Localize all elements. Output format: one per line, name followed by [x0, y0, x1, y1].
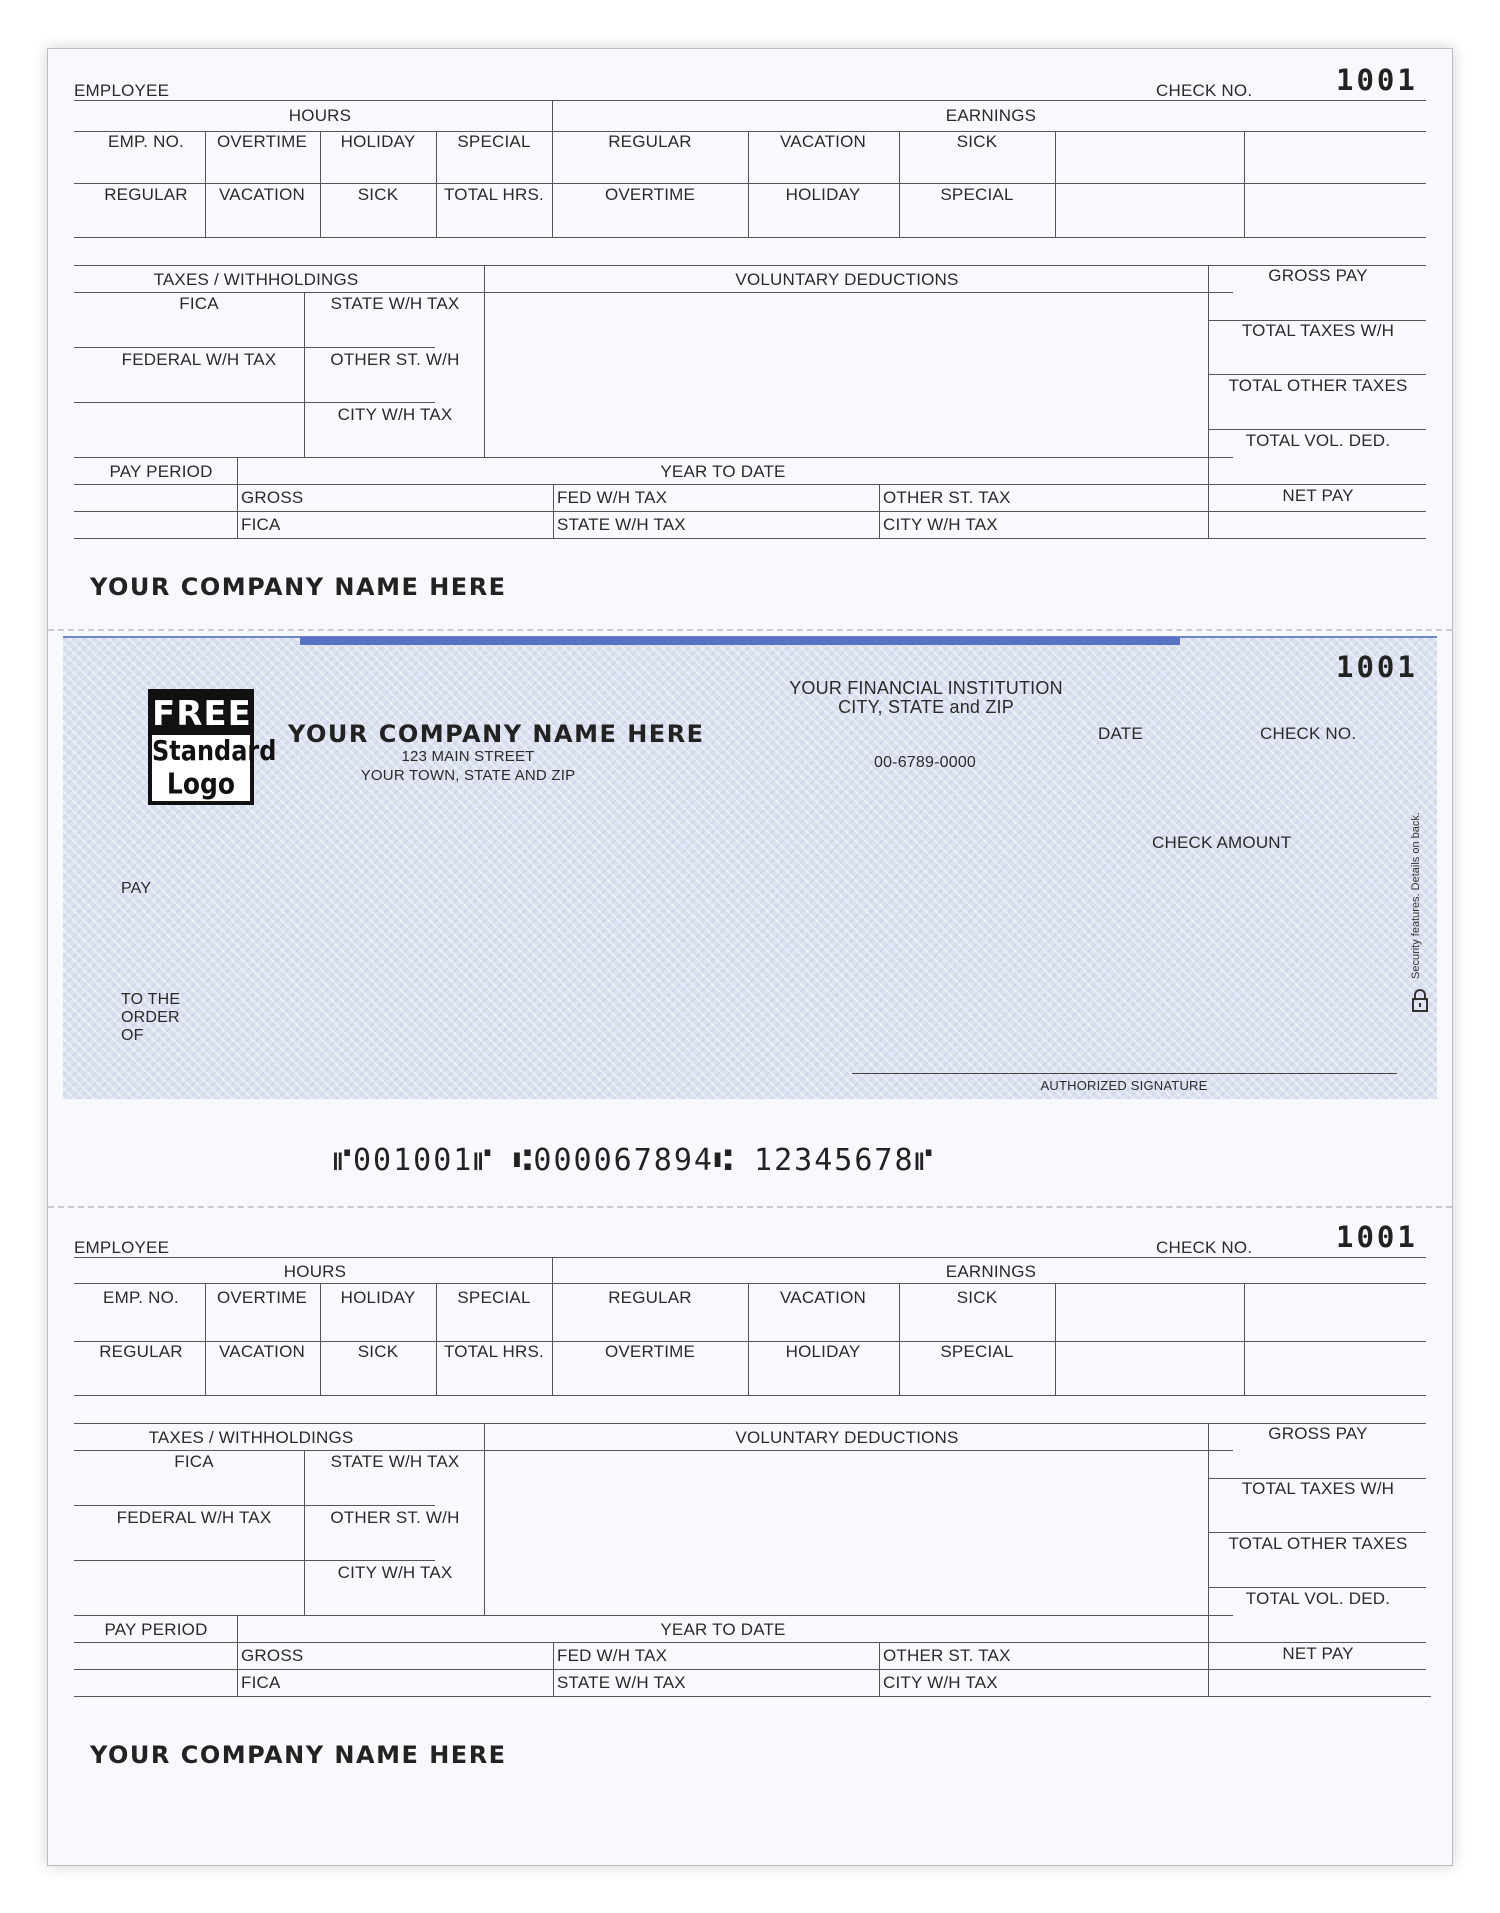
city-wh-label: CITY W/H TAX [337, 405, 453, 424]
holiday-earnings-label-2: HOLIDAY [785, 1342, 861, 1361]
check-number-bottom: 1001 [1336, 1220, 1418, 1254]
check-amount-label: CHECK AMOUNT [1152, 833, 1292, 852]
check-no-label: CHECK NO. [1156, 81, 1253, 100]
bank-location: CITY, STATE and ZIP [838, 697, 1014, 717]
voluntary-deductions-header: VOLUNTARY DEDUCTIONS [735, 270, 959, 289]
sick-earnings-label-2: SICK [956, 1288, 998, 1307]
ytd-state-wh-label: STATE W/H TAX [557, 515, 686, 534]
fraction-code: 00-6789-0000 [873, 754, 977, 771]
security-text: Security features. Details on back. [1410, 812, 1422, 979]
special-earnings-label-2: SPECIAL [940, 1342, 1014, 1361]
ytd-fica-label-2: FICA [241, 1673, 281, 1692]
pay-label: PAY [121, 880, 152, 897]
total-other-taxes-label: TOTAL OTHER TAXES [1228, 376, 1408, 395]
total-other-taxes-label-2: TOTAL OTHER TAXES [1228, 1534, 1408, 1553]
ytd-city-wh-label: CITY W/H TAX [883, 515, 998, 534]
fica-label: FICA [179, 294, 219, 313]
holiday-hours-label-2: HOLIDAY [340, 1288, 416, 1307]
check-body [63, 637, 1437, 1099]
logo-standard-text: Standard [152, 734, 277, 768]
ytd-other-st-label-2: OTHER ST. TAX [883, 1646, 1011, 1665]
logo-free-text: FREE [152, 694, 252, 734]
holiday-hours-label: HOLIDAY [340, 132, 416, 151]
state-wh-label-2: STATE W/H TAX [330, 1452, 460, 1471]
overtime-hours-label-2: OVERTIME [216, 1288, 308, 1307]
total-hours-label-2: TOTAL HRS. [444, 1342, 544, 1361]
signature-line [852, 1073, 1397, 1074]
net-pay-label: NET PAY [1282, 486, 1354, 505]
regular-earnings-label: REGULAR [608, 132, 692, 151]
total-vol-ded-label: TOTAL VOL. DED. [1245, 431, 1391, 450]
vacation-hours-label: VACATION [219, 185, 305, 204]
ytd-fed-wh-label-2: FED W/H TAX [557, 1646, 668, 1665]
holiday-earnings-label: HOLIDAY [785, 185, 861, 204]
ytd-fed-wh-label: FED W/H TAX [557, 488, 668, 507]
stub-company-name-2: YOUR COMPANY NAME HERE [90, 1741, 507, 1769]
ytd-state-wh-label-2: STATE W/H TAX [557, 1673, 686, 1692]
company-address2: YOUR TOWN, STATE AND ZIP [360, 767, 576, 784]
top-stub [48, 49, 1452, 629]
special-hours-label: SPECIAL [457, 132, 531, 151]
micr-line: ⑈001001⑈ ⑆000067894⑆ 12345678⑈ [333, 1143, 935, 1178]
ytd-header-2: YEAR TO DATE [660, 1620, 786, 1639]
hours-header: HOURS [288, 106, 352, 125]
check-company-name: YOUR COMPANY NAME HERE [288, 720, 705, 748]
federal-wh-label: FEDERAL W/H TAX [121, 350, 277, 369]
lock-icon [1411, 989, 1429, 1013]
emp-no-label: EMP. NO. [108, 132, 184, 151]
employee-label-2: EMPLOYEE [74, 1238, 170, 1257]
earnings-header-2: EARNINGS [945, 1262, 1037, 1281]
taxes-header-2: TAXES / WITHHOLDINGS [148, 1428, 354, 1447]
sick-earnings-label: SICK [956, 132, 998, 151]
ytd-fica-label: FICA [241, 515, 281, 534]
check-number: 1001 [1336, 63, 1418, 97]
of-label: OF [121, 1027, 144, 1044]
signature-label: AUTHORIZED SIGNATURE [1040, 1078, 1208, 1093]
city-wh-label-2: CITY W/H TAX [337, 1563, 453, 1582]
special-hours-label-2: SPECIAL [457, 1288, 531, 1307]
ytd-header: YEAR TO DATE [660, 462, 786, 481]
employee-label: EMPLOYEE [74, 81, 170, 100]
check-no-label-2: CHECK NO. [1156, 1238, 1253, 1257]
check-no-label-check: CHECK NO. [1260, 724, 1357, 743]
special-earnings-label: SPECIAL [940, 185, 1014, 204]
vacation-hours-label-2: VACATION [219, 1342, 305, 1361]
taxes-header: TAXES / WITHHOLDINGS [153, 270, 359, 289]
pay-period-label-2: PAY PERIOD [104, 1620, 208, 1639]
bank-name: YOUR FINANCIAL INSTITUTION [789, 678, 1063, 698]
date-label: DATE [1098, 724, 1143, 743]
order-label: ORDER [121, 1009, 180, 1026]
regular-hours-label: REGULAR [104, 185, 188, 204]
logo-logo-text: Logo [166, 766, 236, 801]
overtime-earnings-label-2: OVERTIME [604, 1342, 696, 1361]
company-address1: 123 MAIN STREET [401, 748, 535, 765]
other-st-wh-label: OTHER ST. W/H [330, 350, 460, 369]
state-wh-label: STATE W/H TAX [330, 294, 460, 313]
check-top-bar [300, 637, 1180, 645]
perforation [48, 629, 1452, 631]
sick-hours-label: SICK [357, 185, 399, 204]
other-st-wh-label-2: OTHER ST. W/H [330, 1508, 460, 1527]
check-number-top: 1001 [1336, 650, 1418, 684]
company-logo [148, 689, 277, 805]
overtime-hours-label: OVERTIME [216, 132, 308, 151]
ytd-city-wh-label-2: CITY W/H TAX [883, 1673, 998, 1692]
earnings-header: EARNINGS [945, 106, 1037, 125]
perforation-bottom [48, 1206, 1452, 1208]
ytd-gross-label-2: GROSS [241, 1646, 304, 1665]
net-pay-label-2: NET PAY [1282, 1644, 1354, 1663]
gross-pay-label-2: GROSS PAY [1268, 1424, 1368, 1443]
ytd-gross-label: GROSS [241, 488, 304, 507]
gross-pay-label: GROSS PAY [1268, 266, 1368, 285]
stub-company-name: YOUR COMPANY NAME HERE [90, 573, 507, 601]
federal-wh-label-2: FEDERAL W/H TAX [116, 1508, 272, 1527]
check-sheet [47, 48, 1453, 1866]
regular-earnings-label-2: REGULAR [608, 1288, 692, 1307]
bottom-stub [48, 1209, 1452, 1859]
emp-no-label-2: EMP. NO. [103, 1288, 179, 1307]
vacation-earnings-label-2: VACATION [780, 1288, 866, 1307]
total-taxes-label: TOTAL TAXES W/H [1241, 321, 1395, 340]
sick-hours-label-2: SICK [357, 1342, 399, 1361]
regular-hours-label-2: REGULAR [99, 1342, 183, 1361]
hours-header-2: HOURS [283, 1262, 347, 1281]
pay-period-label: PAY PERIOD [109, 462, 213, 481]
total-taxes-label-2: TOTAL TAXES W/H [1241, 1479, 1395, 1498]
fica-label-2: FICA [174, 1452, 214, 1471]
vacation-earnings-label: VACATION [780, 132, 866, 151]
to-the-label: TO THE [121, 991, 181, 1008]
total-hours-label: TOTAL HRS. [444, 185, 544, 204]
voluntary-deductions-header-2: VOLUNTARY DEDUCTIONS [735, 1428, 959, 1447]
total-vol-ded-label-2: TOTAL VOL. DED. [1245, 1589, 1391, 1608]
ytd-other-st-label: OTHER ST. TAX [883, 488, 1011, 507]
overtime-earnings-label: OVERTIME [604, 185, 696, 204]
